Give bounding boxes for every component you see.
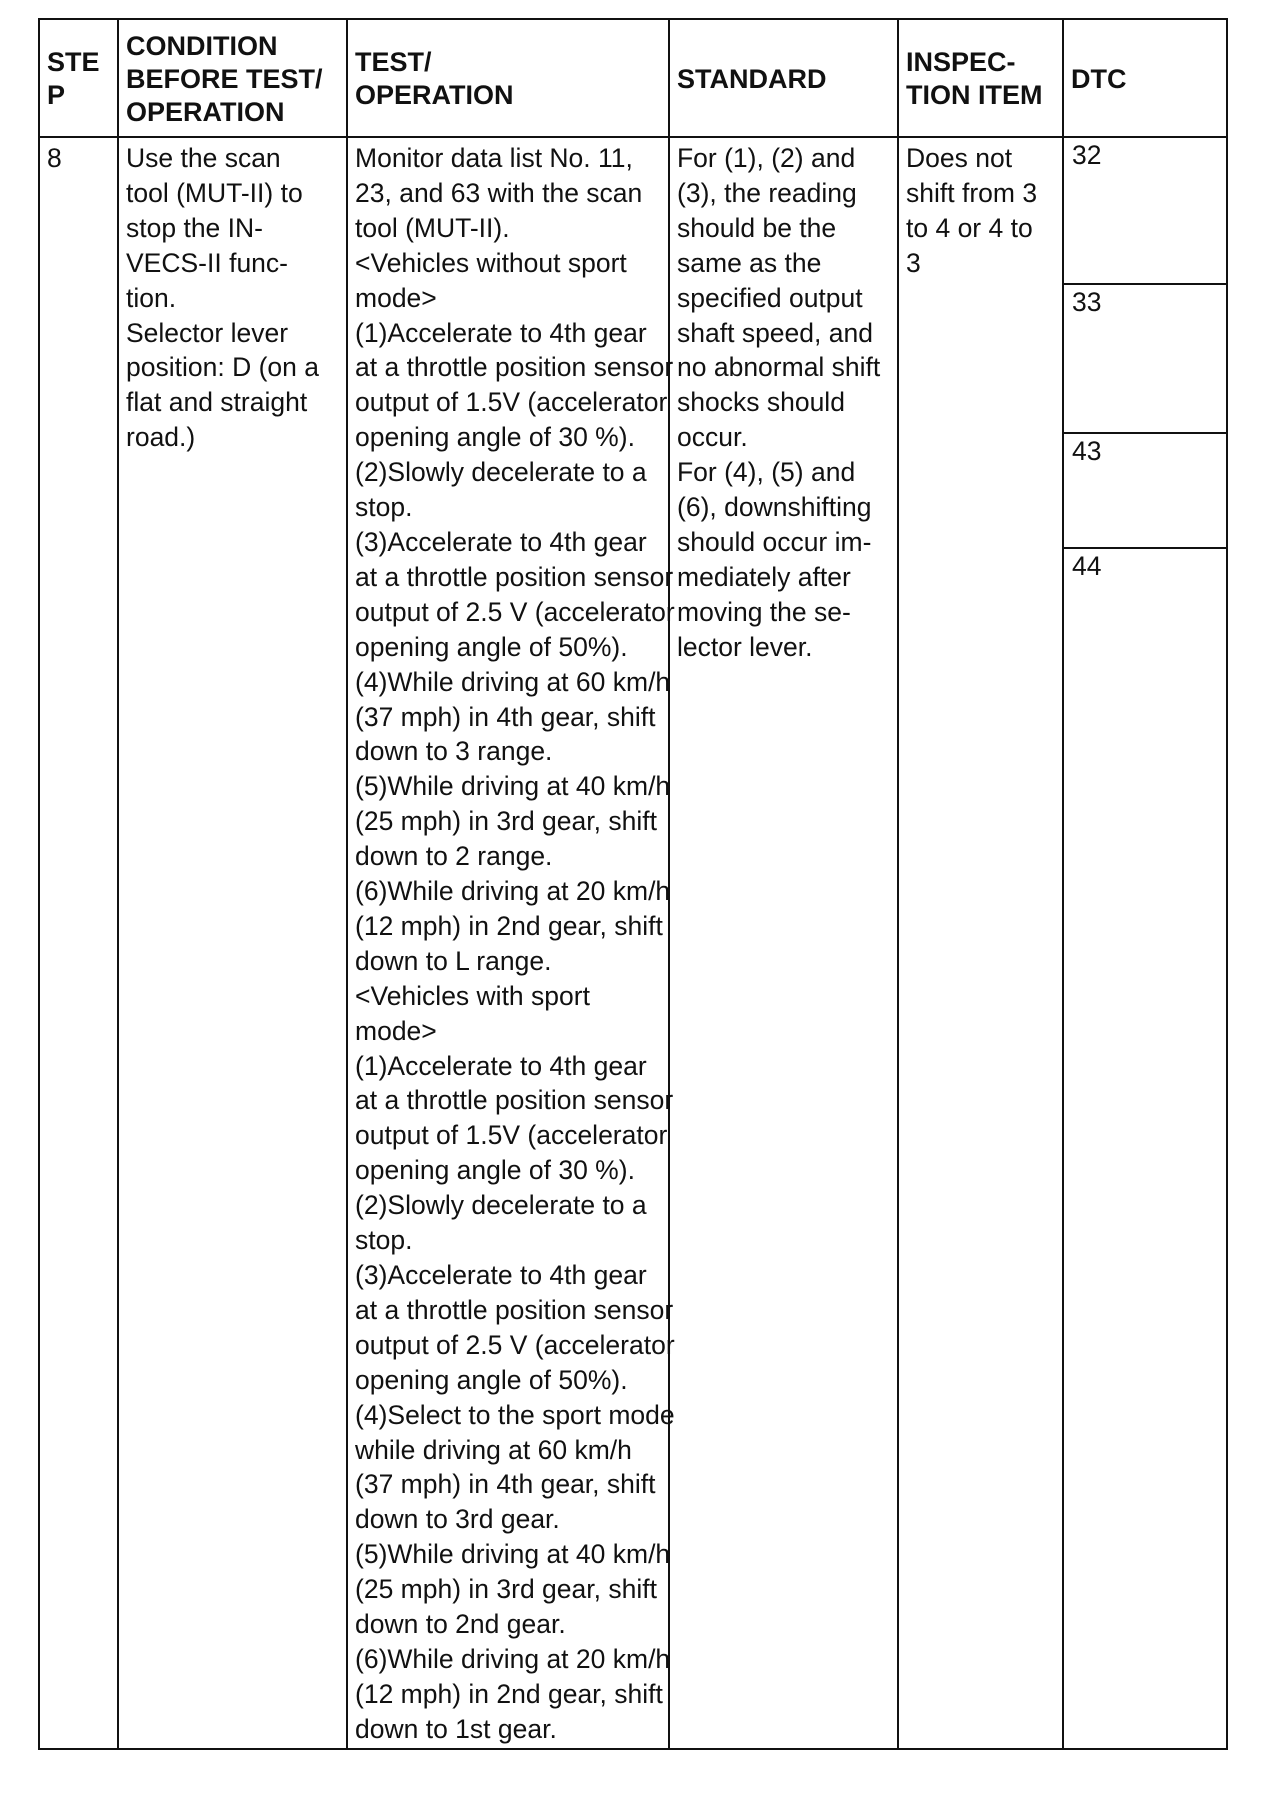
dtc-code: 32 xyxy=(1072,140,1102,170)
step-number: 8 xyxy=(47,143,62,173)
inspection-table xyxy=(38,18,1228,1750)
dtc-code: 43 xyxy=(1072,436,1102,466)
condition-text: Use the scan tool (MUT-II) to stop the IN- VECS-II func- tion. Selector lever position: D (on a flat and straight road.) xyxy=(126,143,319,453)
dtc-divider xyxy=(1062,432,1226,434)
column-divider xyxy=(1062,20,1064,1748)
dtc-divider xyxy=(1062,547,1226,549)
test-operation-text: Monitor data list No. 11, 23, and 63 with the scan tool (MUT-II). <Vehicles without sport mode> (1)Accelerate to 4th gear at a throttle position sensor output of 1.5V (accelerator opening angle of 30 %). (2)Slowly decelerate to a stop. (3)Accelerate to 4th gear at a throttle position sensor output of 2.5 V (accelerator opening angle of 50%). (4)While driving at 60 km/h (37 mph) in 4th gear, shift down to 3 range. (5)While driving at 40 km/h (25 mph) in 3rd gear, shift down to 2 range. (6)While driving at 20 km/h (12 mph) in 2nd gear, shift down to L range. <Vehicles with sport mode> (1)Accelerate to 4th gear at a throttle position sensor output of 1.5V (accelerator opening angle of 30 %). (2)Slowly decelerate to a stop. (3)Accelerate to 4th gear at a throttle position sensor output of 2.5 V (accelerator opening angle of 50%). (4)Select to the sport mode while driving at 60 km/h (37 mph) in 4th gear, shift down to 3rd gear. (5)While driving at 40 km/h (25 mph) in 3rd gear, shift down to 2nd gear. (6)While driving at 20 km/h (12 mph) in 2nd gear, shift down to 1st gear. xyxy=(355,143,675,1744)
inspection-item-text: Does not shift from 3 to 4 or 4 to 3 xyxy=(906,143,1038,278)
header-inspection-item: INSPEC- TION ITEM xyxy=(906,47,1043,110)
dtc-code: 44 xyxy=(1072,551,1102,581)
header-condition: CONDITION BEFORE TEST/ OPERATION xyxy=(126,30,323,127)
header-dtc: DTC xyxy=(1071,63,1127,94)
header-step: STE P xyxy=(47,47,100,110)
dtc-code: 33 xyxy=(1072,287,1102,317)
header-test-operation: TEST/ OPERATION xyxy=(355,47,514,110)
header-standard: STANDARD xyxy=(677,63,827,94)
dtc-divider xyxy=(1062,283,1226,285)
standard-text: For (1), (2) and (3), the reading should be the same as the specified output shaft speed, and no abnormal shift shocks should occur. For (4), (5) and (6), downshifting should occur im- mediately after moving the se- lector lever. xyxy=(677,143,881,662)
